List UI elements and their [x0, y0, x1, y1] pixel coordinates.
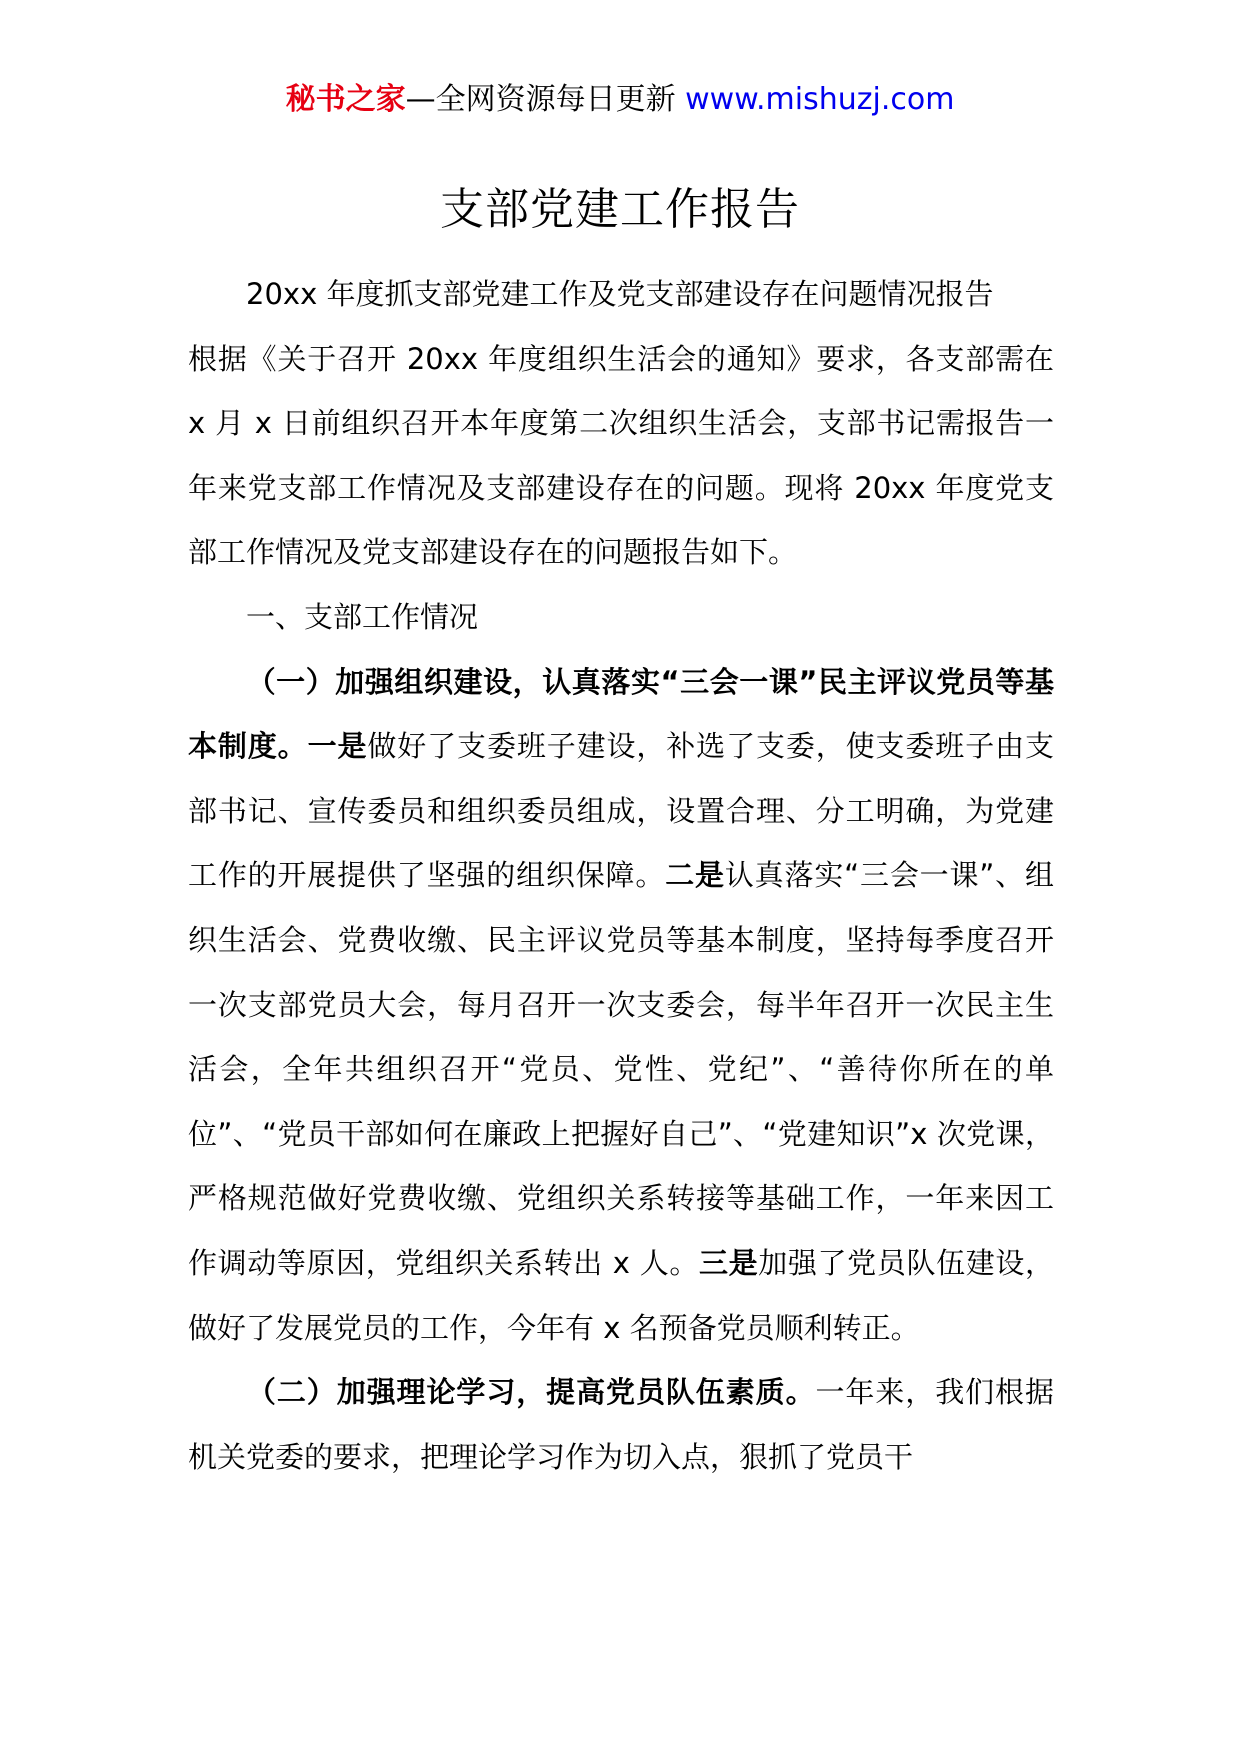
site-tagline: —全网资源每日更新: [405, 82, 676, 117]
document-body: [188, 262, 1054, 1489]
subsection-1-paragraph: [188, 650, 1054, 1361]
intro-paragraph: 根据《关于召开 20xx 年度组织生活会的通知》要求，各支部需在 x 月 x 日前组织召开本年度第二次组织生活会，支部书记需报告一年来党支部工作情况及支部建设存在的问题。现将 20xx 年度党支部工作情况及党支部建设存在的问题报告如下。: [188, 341, 1054, 570]
document-title: 支部党建工作报告: [440, 184, 800, 235]
point-2-lead: 二是: [665, 858, 725, 893]
point-2-text: 认真落实“三会一课”、组织生活会、党费收缴、民主评议党员等基本制度，坚持每季度召开一次支部党员大会，每月召开一次支委会，每半年召开一次民主生活会，全年共组织召开“党员、党性、党纪”、“善待你所在的单位”、“党员干部如何在廉政上把握好自己”、“党建知识”x 次党课，严格规范做好党费收缴、党组织关系转接等基础工作，一年来因工作调动等原因，党组织关系转出 x 人。: [188, 858, 1054, 1280]
report-subtitle-paragraph: 20xx 年度抓支部党建工作及党支部建设存在问题情况报告: [246, 277, 994, 311]
site-header: [0, 80, 1240, 120]
point-3-text: 加强了党员队伍建设，做好了发展党员的工作，今年有 x 名预备党员顺利转正。: [188, 1245, 1054, 1345]
subsection-2-heading: （二）加强理论学习，提高党员队伍素质。: [246, 1375, 816, 1410]
point-1-lead: 一是: [307, 729, 368, 764]
site-brand: 秘书之家: [285, 82, 406, 117]
subsection-2-text: 一年来，我们根据机关党委的要求，把理论学习作为切入点，狠抓了党员干: [188, 1375, 1054, 1474]
site-url-link[interactable]: www.mishuzj.com: [685, 82, 955, 117]
point-1-text: 做好了支委班子建设，补选了支委，使支委班子由支部书记、宣传委员和组织委员组成，设置合理、分工明确，为党建工作的开展提供了坚强的组织保障。: [188, 729, 1054, 893]
point-3-lead: 三是: [699, 1245, 759, 1280]
subsection-1-heading: （一）加强组织建设，认真落实“三会一课”民主评议党员等基本制度。: [188, 664, 1054, 764]
subsection-2-paragraph: [188, 1360, 1054, 1489]
section-heading: 一、支部工作情况: [246, 599, 479, 634]
